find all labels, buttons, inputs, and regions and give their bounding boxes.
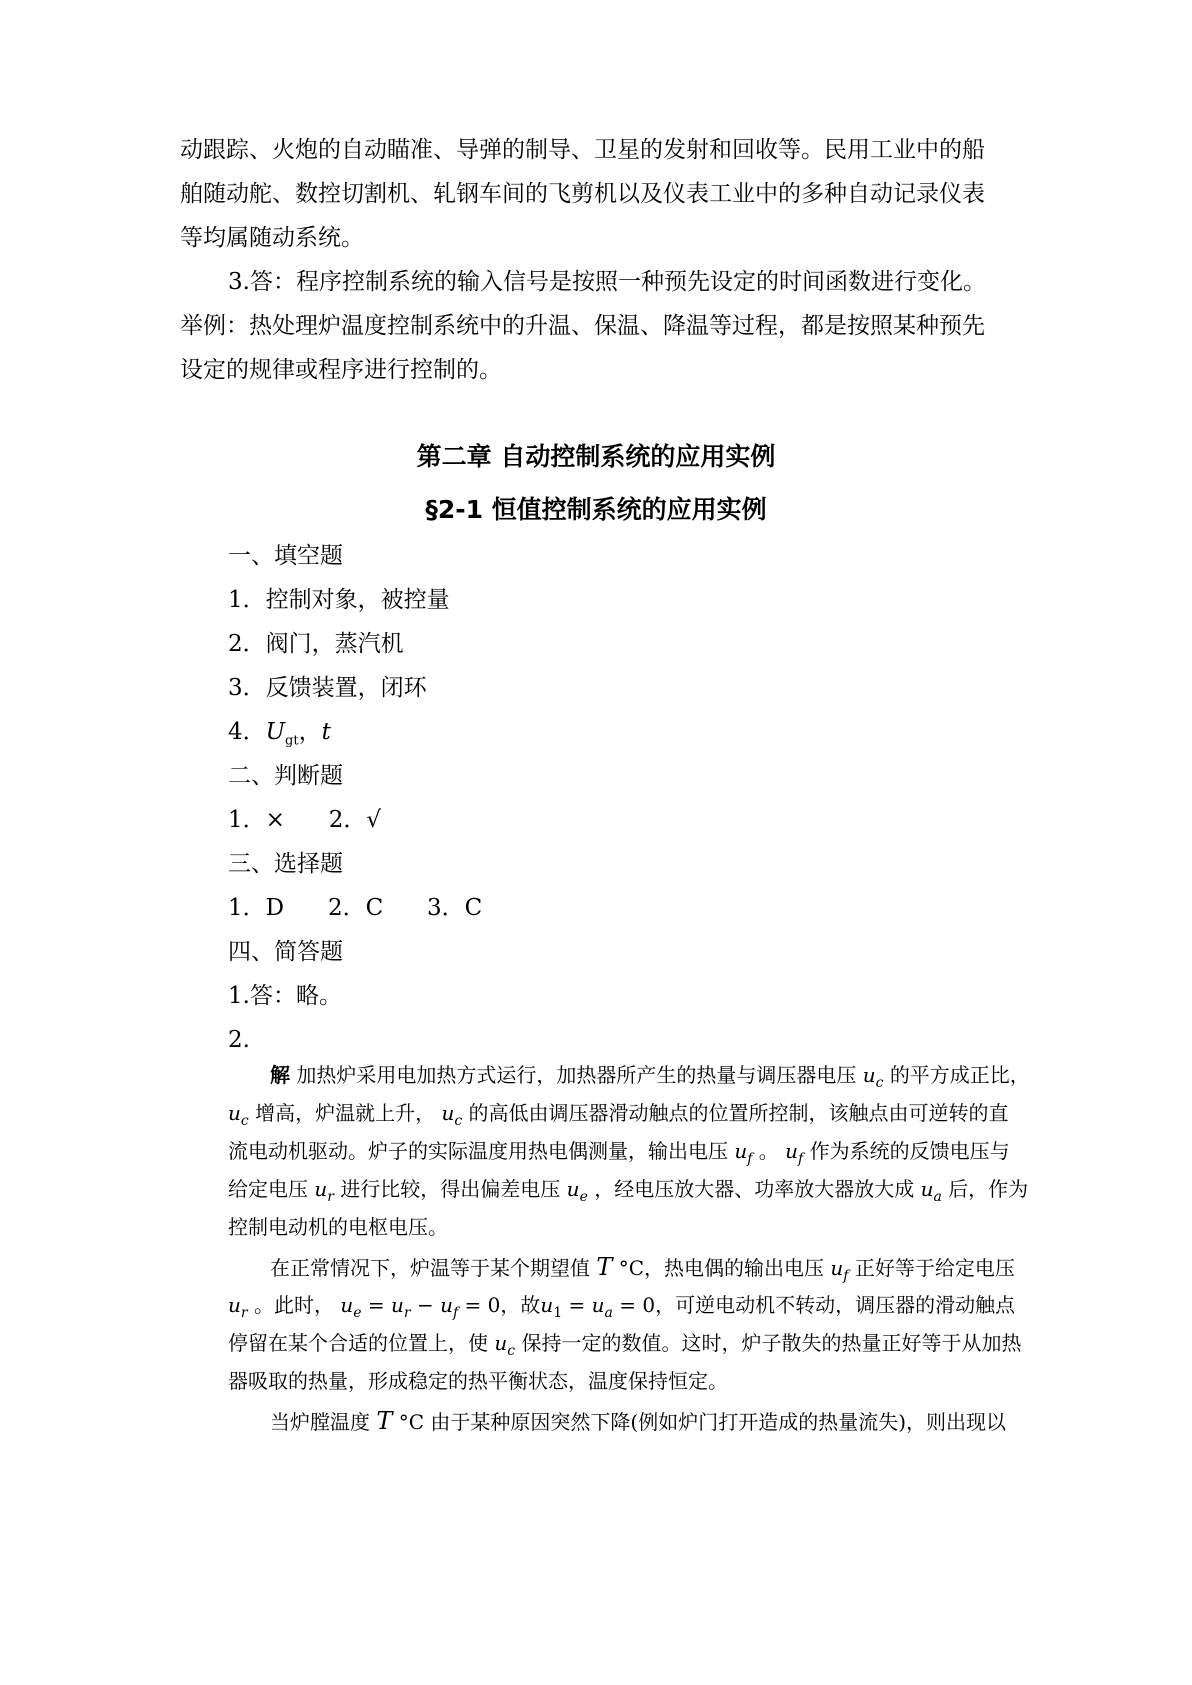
- separator: ，: [298, 719, 322, 745]
- short-answer-1: 1.答：略。: [228, 983, 342, 1009]
- text: 正好等于给定电压: [854, 1256, 1015, 1280]
- subscript: f: [747, 1151, 753, 1167]
- text: 增高，炉温就上升，: [255, 1101, 436, 1125]
- var-u: u: [591, 1293, 605, 1317]
- text: 。此时，: [253, 1293, 334, 1317]
- text: 停留在某个合适的位置上，使: [228, 1331, 488, 1355]
- equals-zero: = 0: [464, 1293, 501, 1317]
- text: 给定电压: [228, 1177, 308, 1201]
- var-T: T: [596, 1253, 613, 1281]
- text: 流电动机驱动。炉子的实际温度用热电偶测量，输出电压: [228, 1139, 728, 1163]
- var-u: u: [390, 1293, 404, 1317]
- var-u: u: [862, 1063, 876, 1087]
- var-u: u: [494, 1331, 508, 1355]
- subscript: f: [798, 1151, 804, 1167]
- equals: =: [367, 1293, 385, 1317]
- var-u: u: [228, 1293, 241, 1317]
- text: 后，作为: [948, 1177, 1029, 1201]
- subscript: r: [327, 1189, 334, 1205]
- subscript: e: [579, 1189, 588, 1205]
- solution-line: [270, 1406, 1006, 1437]
- text: 进行比较，得出偏差电压: [340, 1177, 561, 1201]
- var-u: u: [340, 1293, 354, 1317]
- short-answer-2: 2.: [228, 1027, 250, 1053]
- solution-line: [228, 1098, 1009, 1136]
- text: 当炉膛温度: [270, 1410, 370, 1434]
- text: 加热炉采用电加热方式运行，加热器所产生的热量与调压器电压: [290, 1063, 857, 1087]
- solution-label: 解: [270, 1063, 290, 1087]
- judge-heading: 二、判断题: [228, 763, 343, 789]
- short-heading: 四、简答题: [228, 939, 343, 965]
- solution-line: [228, 1328, 1021, 1366]
- var-u: u: [830, 1256, 844, 1280]
- item-number: 4．: [228, 719, 266, 745]
- var-u: u: [228, 1101, 241, 1125]
- var-u: u: [566, 1177, 580, 1201]
- solution-line: 器吸取的热量，形成稳定的热平衡状态，温度保持恒定。: [228, 1369, 728, 1393]
- subscript: e: [353, 1305, 362, 1321]
- text: 的高低由调压器滑动触点的位置所控制，该触点由可逆转的直: [468, 1101, 1009, 1125]
- var-u: u: [734, 1139, 748, 1163]
- text: 。: [758, 1139, 779, 1163]
- fill-item: 3．反馈装置，闭环: [228, 675, 427, 701]
- subscript: c: [240, 1113, 249, 1129]
- text: 在正常情况下，炉温等于某个期望值: [270, 1256, 590, 1280]
- paragraph-line: 舶随动舵、数控切割机、轧钢车间的飞剪机以及仪表工业中的多种自动记录仪表: [180, 181, 985, 207]
- chapter-title: 第二章 自动控制系统的应用实例: [416, 442, 776, 471]
- subscript: r: [403, 1305, 411, 1321]
- answer-3-line: 3.答：程序控制系统的输入信号是按照一种预先设定的时间函数进行变化。: [228, 269, 986, 295]
- solution-line: [228, 1174, 1028, 1212]
- text: 作为系统的反馈电压与: [809, 1139, 1010, 1163]
- subscript: c: [875, 1075, 884, 1091]
- var-u: U: [265, 719, 286, 745]
- text: ，故: [500, 1293, 541, 1317]
- text: °C 由于某种原因突然下降(例如炉门打开造成的热量流失)，则出现以: [398, 1410, 1006, 1434]
- fill-item: 2．阀门，蒸汽机: [228, 631, 404, 657]
- fill-item-4: [228, 716, 331, 758]
- subscript: c: [454, 1113, 463, 1129]
- var-u: u: [540, 1293, 554, 1317]
- var-t: t: [321, 719, 331, 745]
- text: ，可逆电动机不转动，调压器的滑动触点: [655, 1293, 1016, 1317]
- var-T: T: [376, 1407, 393, 1435]
- var-u: u: [920, 1177, 934, 1201]
- subscript: f: [452, 1305, 459, 1321]
- var-u: u: [440, 1293, 453, 1317]
- subscript-gt: gt: [285, 733, 299, 749]
- solution-line: [228, 1290, 1015, 1328]
- solution-line: [270, 1060, 1030, 1098]
- section-title: §2-1 恒值控制系统的应用实例: [425, 495, 767, 524]
- text: 保持一定的数值。这时，炉子散失的热量正好等于从加热: [521, 1331, 1022, 1355]
- subscript: r: [240, 1305, 248, 1321]
- paragraph-line: 动跟踪、火炮的自动瞄准、导弹的制导、卫星的发射和回收等。民用工业中的船: [180, 137, 985, 163]
- var-u: u: [785, 1139, 799, 1163]
- answer-3-line: 设定的规律或程序进行控制的。: [180, 357, 502, 383]
- var-u: u: [441, 1101, 455, 1125]
- fill-heading: 一、填空题: [228, 543, 343, 569]
- minus: −: [416, 1293, 434, 1317]
- text: 的平方成正比，: [889, 1063, 1030, 1087]
- judge-answers: 1．× 2．√: [228, 807, 382, 833]
- solution-line: [270, 1252, 1015, 1291]
- fill-item: 1．控制对象，被控量: [228, 587, 450, 613]
- equals: =: [568, 1293, 586, 1317]
- paragraph-line: 等均属随动系统。: [180, 225, 364, 251]
- choice-heading: 三、选择题: [228, 851, 343, 877]
- answer-3-line: 举例：热处理炉温度控制系统中的升温、保温、降温等过程，都是按照某种预先: [180, 313, 985, 339]
- solution-line: [228, 1136, 1010, 1174]
- subscript: a: [604, 1305, 613, 1321]
- subscript: 1: [553, 1305, 563, 1321]
- text: °C，热电偶的输出电压: [618, 1256, 825, 1280]
- choice-answers: 1．D 2．C 3．C: [228, 895, 483, 921]
- subscript: a: [933, 1189, 942, 1205]
- subscript: f: [843, 1268, 849, 1284]
- equals-zero: = 0: [619, 1293, 656, 1317]
- var-u: u: [314, 1177, 328, 1201]
- subscript: c: [507, 1343, 516, 1359]
- text: ，经电压放大器、功率放大器放大成: [594, 1177, 915, 1201]
- solution-line: 控制电动机的电枢电压。: [228, 1215, 448, 1239]
